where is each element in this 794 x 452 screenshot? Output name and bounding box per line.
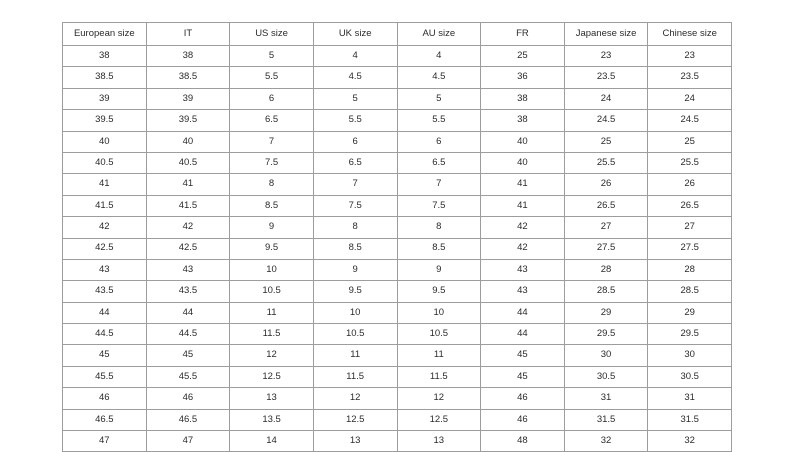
cell-chinese-size: 31.5	[648, 409, 732, 430]
cell-it: 44.5	[146, 324, 230, 345]
cell-chinese-size: 23	[648, 46, 732, 67]
cell-it: 45	[146, 345, 230, 366]
cell-fr: 38	[481, 88, 565, 109]
table-body	[63, 46, 732, 452]
cell-uk-size: 9	[313, 259, 397, 280]
cell-chinese-size: 31	[648, 388, 732, 409]
cell-european-size: 42.5	[63, 238, 147, 259]
cell-japanese-size: 25	[564, 131, 648, 152]
cell-european-size: 41.5	[63, 195, 147, 216]
cell-us-size: 14	[230, 431, 314, 452]
cell-us-size: 12	[230, 345, 314, 366]
column-header-chinese-size: Chinese size	[648, 23, 732, 46]
cell-japanese-size: 28.5	[564, 281, 648, 302]
cell-european-size: 44.5	[63, 324, 147, 345]
size-conversion-table-wrapper	[62, 22, 732, 452]
cell-chinese-size: 27	[648, 217, 732, 238]
cell-it: 46.5	[146, 409, 230, 430]
cell-au-size: 7.5	[397, 195, 481, 216]
cell-it: 39.5	[146, 110, 230, 131]
cell-us-size: 10.5	[230, 281, 314, 302]
cell-japanese-size: 24	[564, 88, 648, 109]
table-row	[63, 259, 732, 280]
cell-uk-size: 6	[313, 131, 397, 152]
cell-fr: 42	[481, 238, 565, 259]
cell-european-size: 45	[63, 345, 147, 366]
size-conversion-table	[62, 22, 732, 452]
cell-us-size: 13	[230, 388, 314, 409]
cell-uk-size: 11	[313, 345, 397, 366]
cell-european-size: 38	[63, 46, 147, 67]
table-row	[63, 366, 732, 387]
cell-au-size: 6.5	[397, 152, 481, 173]
cell-chinese-size: 28	[648, 259, 732, 280]
table-row	[63, 131, 732, 152]
cell-au-size: 11	[397, 345, 481, 366]
cell-us-size: 7.5	[230, 152, 314, 173]
column-header-au-size: AU size	[397, 23, 481, 46]
cell-chinese-size: 29	[648, 302, 732, 323]
cell-japanese-size: 30.5	[564, 366, 648, 387]
table-row	[63, 46, 732, 67]
cell-au-size: 7	[397, 174, 481, 195]
cell-japanese-size: 26	[564, 174, 648, 195]
cell-chinese-size: 25.5	[648, 152, 732, 173]
cell-fr: 40	[481, 131, 565, 152]
cell-us-size: 9	[230, 217, 314, 238]
table-row	[63, 388, 732, 409]
cell-chinese-size: 30.5	[648, 366, 732, 387]
table-header-row	[63, 23, 732, 46]
cell-au-size: 13	[397, 431, 481, 452]
table-row	[63, 324, 732, 345]
cell-it: 40.5	[146, 152, 230, 173]
cell-european-size: 42	[63, 217, 147, 238]
cell-chinese-size: 24.5	[648, 110, 732, 131]
cell-au-size: 6	[397, 131, 481, 152]
cell-european-size: 46.5	[63, 409, 147, 430]
cell-it: 43	[146, 259, 230, 280]
cell-chinese-size: 32	[648, 431, 732, 452]
table-header	[63, 23, 732, 46]
cell-japanese-size: 27.5	[564, 238, 648, 259]
cell-european-size: 45.5	[63, 366, 147, 387]
cell-japanese-size: 26.5	[564, 195, 648, 216]
cell-japanese-size: 31	[564, 388, 648, 409]
cell-us-size: 8.5	[230, 195, 314, 216]
cell-fr: 41	[481, 195, 565, 216]
cell-it: 41	[146, 174, 230, 195]
cell-uk-size: 12	[313, 388, 397, 409]
cell-au-size: 8	[397, 217, 481, 238]
cell-au-size: 9	[397, 259, 481, 280]
cell-european-size: 38.5	[63, 67, 147, 88]
cell-japanese-size: 29.5	[564, 324, 648, 345]
cell-japanese-size: 28	[564, 259, 648, 280]
cell-european-size: 46	[63, 388, 147, 409]
cell-uk-size: 11.5	[313, 366, 397, 387]
cell-it: 41.5	[146, 195, 230, 216]
cell-japanese-size: 25.5	[564, 152, 648, 173]
cell-chinese-size: 29.5	[648, 324, 732, 345]
cell-fr: 41	[481, 174, 565, 195]
cell-au-size: 9.5	[397, 281, 481, 302]
cell-chinese-size: 28.5	[648, 281, 732, 302]
cell-au-size: 11.5	[397, 366, 481, 387]
cell-us-size: 11.5	[230, 324, 314, 345]
cell-uk-size: 7.5	[313, 195, 397, 216]
cell-uk-size: 12.5	[313, 409, 397, 430]
table-row	[63, 174, 732, 195]
cell-chinese-size: 26	[648, 174, 732, 195]
cell-fr: 40	[481, 152, 565, 173]
cell-fr: 44	[481, 324, 565, 345]
cell-it: 38.5	[146, 67, 230, 88]
cell-au-size: 12	[397, 388, 481, 409]
cell-uk-size: 8.5	[313, 238, 397, 259]
cell-au-size: 5	[397, 88, 481, 109]
cell-uk-size: 13	[313, 431, 397, 452]
cell-au-size: 8.5	[397, 238, 481, 259]
cell-it: 47	[146, 431, 230, 452]
column-header-fr: FR	[481, 23, 565, 46]
cell-fr: 25	[481, 46, 565, 67]
table-row	[63, 110, 732, 131]
table-row	[63, 302, 732, 323]
cell-fr: 48	[481, 431, 565, 452]
cell-european-size: 40	[63, 131, 147, 152]
cell-chinese-size: 30	[648, 345, 732, 366]
cell-chinese-size: 27.5	[648, 238, 732, 259]
cell-uk-size: 5.5	[313, 110, 397, 131]
column-header-it: IT	[146, 23, 230, 46]
cell-it: 42	[146, 217, 230, 238]
cell-it: 45.5	[146, 366, 230, 387]
cell-uk-size: 10	[313, 302, 397, 323]
cell-it: 44	[146, 302, 230, 323]
cell-japanese-size: 27	[564, 217, 648, 238]
cell-us-size: 13.5	[230, 409, 314, 430]
cell-uk-size: 4	[313, 46, 397, 67]
cell-chinese-size: 24	[648, 88, 732, 109]
cell-fr: 45	[481, 345, 565, 366]
cell-fr: 42	[481, 217, 565, 238]
cell-us-size: 5	[230, 46, 314, 67]
cell-au-size: 10.5	[397, 324, 481, 345]
cell-us-size: 12.5	[230, 366, 314, 387]
cell-fr: 43	[481, 281, 565, 302]
cell-japanese-size: 31.5	[564, 409, 648, 430]
cell-uk-size: 9.5	[313, 281, 397, 302]
cell-us-size: 9.5	[230, 238, 314, 259]
cell-japanese-size: 30	[564, 345, 648, 366]
cell-uk-size: 4.5	[313, 67, 397, 88]
table-row	[63, 88, 732, 109]
cell-it: 46	[146, 388, 230, 409]
cell-european-size: 39	[63, 88, 147, 109]
cell-it: 39	[146, 88, 230, 109]
cell-fr: 36	[481, 67, 565, 88]
cell-it: 38	[146, 46, 230, 67]
cell-european-size: 39.5	[63, 110, 147, 131]
cell-uk-size: 6.5	[313, 152, 397, 173]
cell-us-size: 5.5	[230, 67, 314, 88]
cell-fr: 45	[481, 366, 565, 387]
cell-au-size: 10	[397, 302, 481, 323]
table-row	[63, 217, 732, 238]
cell-uk-size: 5	[313, 88, 397, 109]
column-header-us-size: US size	[230, 23, 314, 46]
table-row	[63, 195, 732, 216]
cell-au-size: 4	[397, 46, 481, 67]
cell-fr: 46	[481, 388, 565, 409]
cell-fr: 44	[481, 302, 565, 323]
cell-european-size: 43.5	[63, 281, 147, 302]
cell-chinese-size: 26.5	[648, 195, 732, 216]
table-row	[63, 281, 732, 302]
cell-us-size: 10	[230, 259, 314, 280]
cell-japanese-size: 29	[564, 302, 648, 323]
cell-au-size: 12.5	[397, 409, 481, 430]
column-header-japanese-size: Japanese size	[564, 23, 648, 46]
table-row	[63, 431, 732, 452]
cell-chinese-size: 25	[648, 131, 732, 152]
cell-european-size: 43	[63, 259, 147, 280]
table-row	[63, 67, 732, 88]
column-header-european-size: European size	[63, 23, 147, 46]
cell-uk-size: 8	[313, 217, 397, 238]
cell-japanese-size: 23	[564, 46, 648, 67]
table-row	[63, 238, 732, 259]
cell-european-size: 41	[63, 174, 147, 195]
cell-us-size: 6	[230, 88, 314, 109]
table-row	[63, 152, 732, 173]
cell-japanese-size: 23.5	[564, 67, 648, 88]
cell-european-size: 44	[63, 302, 147, 323]
cell-au-size: 4.5	[397, 67, 481, 88]
cell-us-size: 6.5	[230, 110, 314, 131]
cell-chinese-size: 23.5	[648, 67, 732, 88]
cell-fr: 46	[481, 409, 565, 430]
cell-it: 42.5	[146, 238, 230, 259]
cell-japanese-size: 32	[564, 431, 648, 452]
cell-us-size: 11	[230, 302, 314, 323]
cell-au-size: 5.5	[397, 110, 481, 131]
cell-us-size: 7	[230, 131, 314, 152]
table-row	[63, 345, 732, 366]
cell-japanese-size: 24.5	[564, 110, 648, 131]
table-row	[63, 409, 732, 430]
cell-it: 43.5	[146, 281, 230, 302]
cell-fr: 38	[481, 110, 565, 131]
cell-it: 40	[146, 131, 230, 152]
column-header-uk-size: UK size	[313, 23, 397, 46]
cell-european-size: 40.5	[63, 152, 147, 173]
cell-fr: 43	[481, 259, 565, 280]
cell-us-size: 8	[230, 174, 314, 195]
cell-european-size: 47	[63, 431, 147, 452]
cell-uk-size: 7	[313, 174, 397, 195]
cell-uk-size: 10.5	[313, 324, 397, 345]
